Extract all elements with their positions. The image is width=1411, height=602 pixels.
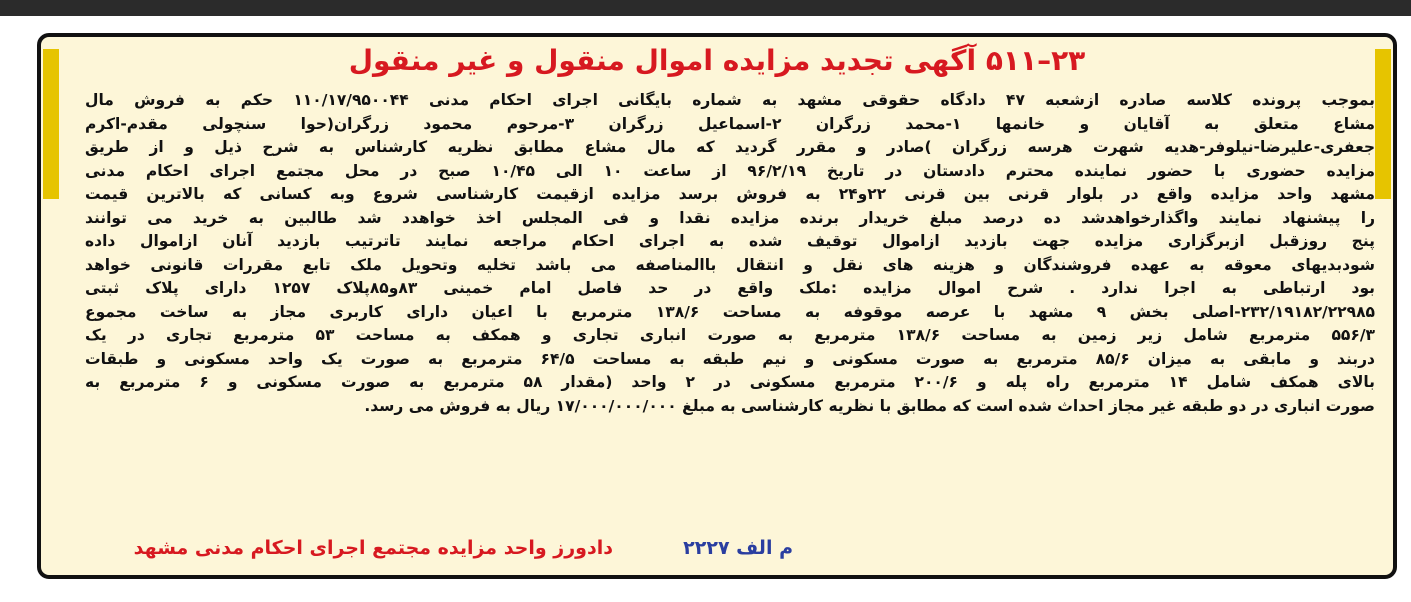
notice-signature: دادورز واحد مزایده مجتمع اجرای احکام مدنی مشهد (133, 537, 613, 559)
body-line: پنج روزقبل ازبرگزاری مزایده جهت بازدید ازاموال توقیف شده به اجرای احکام مراجعه نمایند تاترتیب بازدید آنان ازاموال داده (85, 232, 1375, 250)
body-line: صورت انباری در دو طبقه غیر مجاز احداث شده است که مطابق با نظریه کارشناسی به مبلغ ۱۷/۰۰۰/۰۰۰/۰۰۰ ریال به فروش می رسد. (364, 396, 1375, 415)
top-dark-bar (0, 0, 1411, 16)
notice-title: ۲۳–۵۱۱ آگهی تجدید مزایده اموال منقول و غیر منقول (348, 44, 1086, 77)
body-line: شودبدیهای معوقه به عهده فروشندگان و هزینه های نقل و انتقال باالمناصفه می باشد تخلیه وتحویل ملک تابع مقررات قانونی خواهد (85, 255, 1375, 274)
body-line: بموجب پرونده کلاسه صادره ازشعبه ۴۷ دادگاه حقوقی مشهد به شماره بایگانی اجرای احکام مدنی ۱۱۰/۱۷/۹۵۰۰۴۴ حکم به فروش مال (85, 91, 1375, 109)
body-line: جعفری-علیرضا-نیلوفر-هدیه شهرت هرسه زرگران )صادر و مقرر گردید که مال مشاع مطابق نظریه کارشناس به شرح ذیل و از طریق (85, 138, 1375, 156)
body-line: بالای همکف شامل ۱۴ مترمربع راه پله و ۲۰۰/۶ مترمربع مسکونی در ۲ واحد (مقدار ۵۸ مترمربع به صورت مسکونی و ۶ مترمربع به (85, 373, 1375, 391)
body-line: را پیشنهاد نمایند واگذارخواهدشد ده درصد مبلغ خریدار برنده مزایده نقدا و فی المجلس اخذ خواهدد شد طالبین به خرید می توانند (85, 208, 1375, 227)
body-line: دربند و مابقی به میزان ۸۵/۶ مترمربع به صورت مسکونی و نیم طبقه به مساحت ۶۴/۵ مترمربع به صورت یک واحد مسکونی و طبقات (85, 349, 1375, 368)
body-line: مشاع متعلق به آقایان و خانمها ۱-محمد زرگران ۲-اسماعیل زرگران ۳-مرحوم محمود زرگران(حوا سنچولی مقدم-اکرم (85, 114, 1375, 133)
notice-footer (41, 537, 1393, 567)
body-line: ۵۵۶/۳ مترمربع شامل زیر زمین به مساحت ۱۳۸/۶ مترمربع به صورت انباری تجاری و همکف به مساحت ۵۳ مترمربع تجاری در یک (85, 326, 1375, 344)
notice-frame (37, 33, 1397, 579)
body-line: مزایده حضوری با حضور نماینده محترم دادستان در تاریخ ۹۶/۲/۱۹ از ساعت ۱۰ الی ۱۰/۴۵ صبح در محل مجتمع اجرای احکام مدنی (85, 161, 1375, 180)
body-line: بود ارتباطی به اجرا ندارد . شرح اموال مزایده :ملک واقع در حد فاصل امام خمینی ۸۳و۸۵پلاک ۱۲۵۷ دارای پلاک ثبتی (85, 279, 1375, 297)
notice-body (85, 89, 1375, 418)
body-line: مشهد واحد مزایده واقع در بلوار قرنی بین قرنی ۲۲و۲۴ به فروش برسد مزایده ازقیمت کارشناسی شروع وبه کسانی که بالاترین قیمت (85, 185, 1375, 203)
body-line: ۲۳۲/۱۹۱۸۲/۲۲۹۸۵-اصلی بخش ۹ مشهد با عرصه موقوفه به مساحت ۱۳۸/۶ مترمربع با اعیان دارای کاربری مجاز به ساخت مجموع (85, 302, 1375, 321)
notice-reference-code: م الف ۲۲۲۷ (683, 537, 793, 559)
